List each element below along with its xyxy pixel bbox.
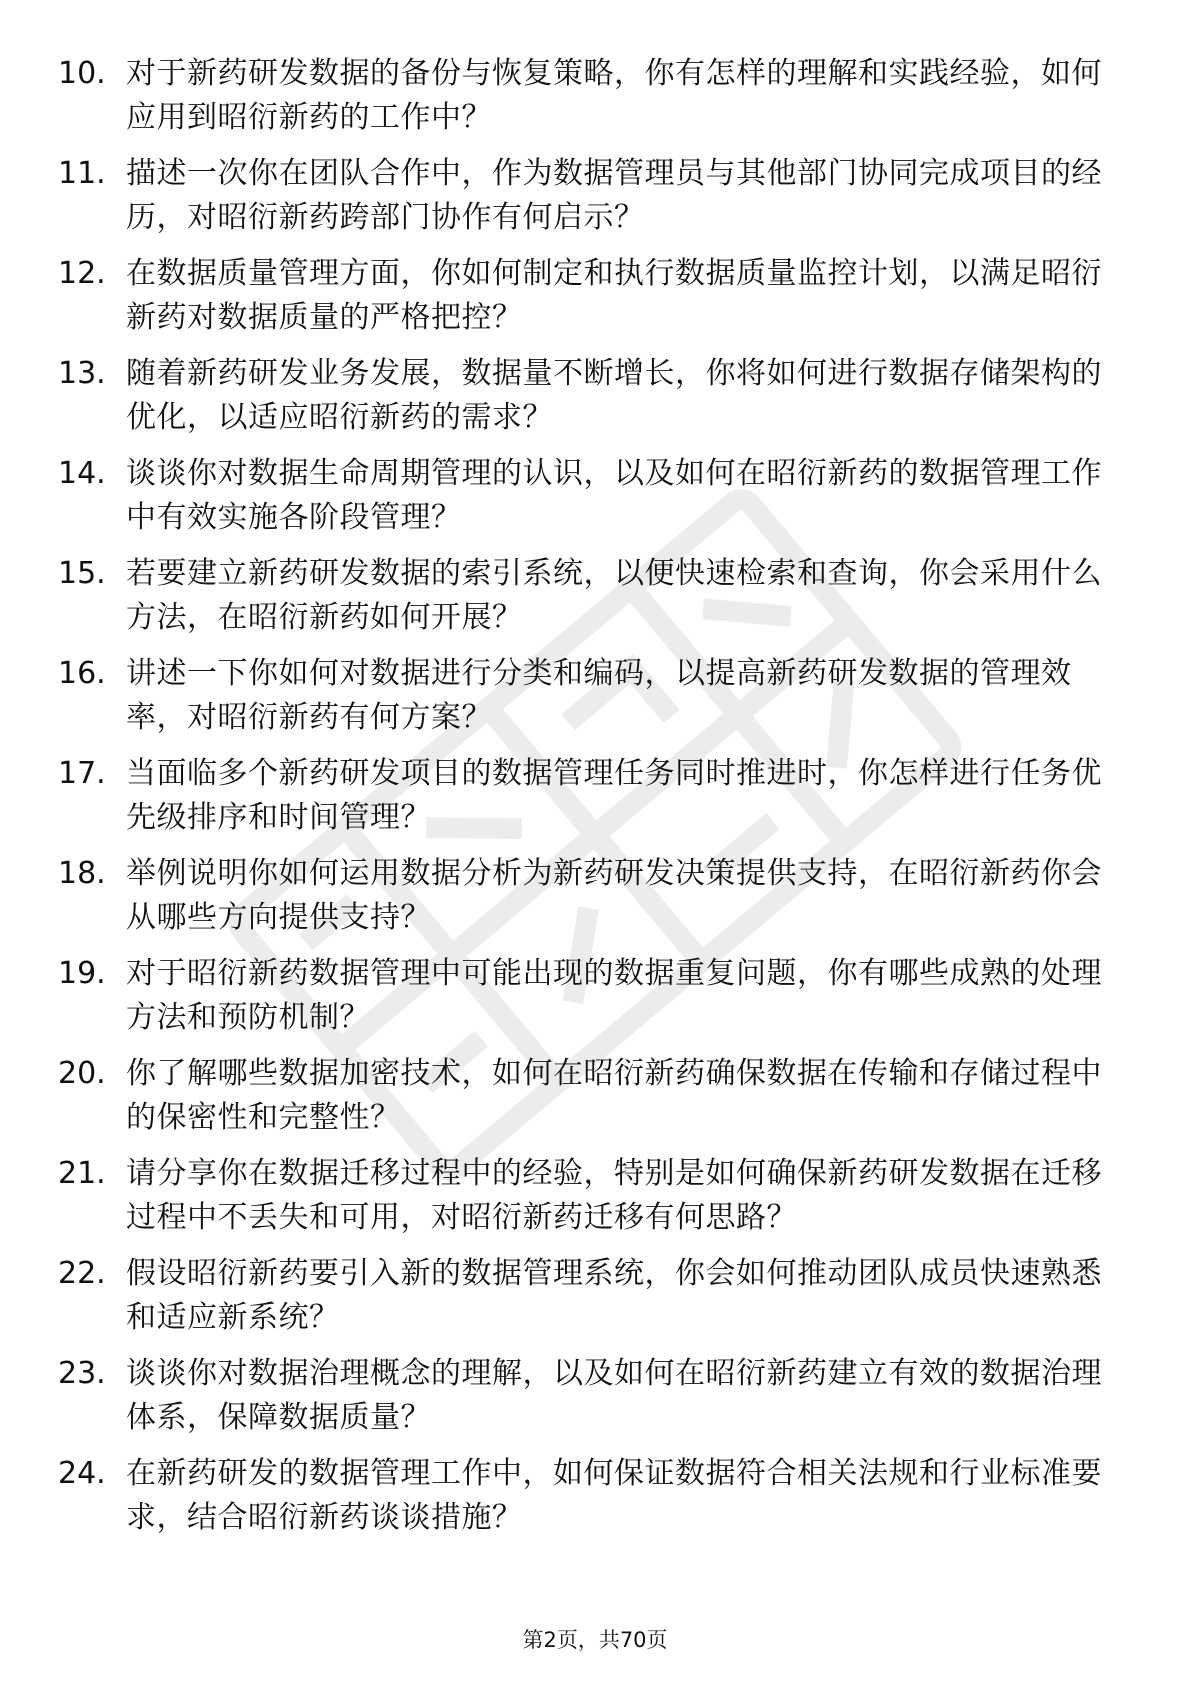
question-number: 13.: [58, 356, 106, 391]
page-footer: [0, 1626, 1190, 1654]
question-number: 24.: [58, 1456, 106, 1491]
question-number: 20.: [58, 1056, 106, 1091]
list-item: [58, 352, 1118, 452]
list-item: [58, 552, 1118, 652]
list-item: [58, 52, 1118, 152]
question-text: 对于昭衍新药数据管理中可能出现的数据重复问题，你有哪些成熟的处理方法和预防机制？: [126, 956, 1102, 1035]
list-item: [58, 152, 1118, 252]
question-text: 假设昭衍新药要引入新的数据管理系统，你会如何推动团队成员快速熟悉和适应新系统？: [126, 1256, 1102, 1335]
list-item: [58, 1152, 1118, 1252]
list-item: [58, 752, 1118, 852]
list-item: [58, 1252, 1118, 1352]
question-number: 14.: [58, 456, 106, 491]
page-number-label: 第2页，共70页: [522, 1628, 668, 1652]
question-number: 15.: [58, 556, 106, 591]
question-text: 谈谈你对数据生命周期管理的认识，以及如何在昭衍新药的数据管理工作中有效实施各阶段管理？: [126, 456, 1102, 535]
question-number: 18.: [58, 856, 106, 891]
list-item: [58, 1452, 1118, 1552]
question-text: 随着新药研发业务发展，数据量不断增长，你将如何进行数据存储架构的优化，以适应昭衍新药的需求？: [126, 356, 1102, 435]
list-item: [58, 1352, 1118, 1452]
question-number: 21.: [58, 1156, 106, 1191]
question-text: 在数据质量管理方面，你如何制定和执行数据质量监控计划，以满足昭衍新药对数据质量的严格把控？: [126, 256, 1102, 335]
list-item: [58, 852, 1118, 952]
question-number: 10.: [58, 56, 106, 91]
question-text: 讲述一下你如何对数据进行分类和编码，以提高新药研发数据的管理效率，对昭衍新药有何方案？: [126, 656, 1072, 735]
list-item: [58, 1052, 1118, 1152]
list-item: [58, 452, 1118, 552]
question-number: 17.: [58, 756, 106, 791]
question-text: 谈谈你对数据治理概念的理解，以及如何在昭衍新药建立有效的数据治理体系，保障数据质量？: [126, 1356, 1102, 1435]
question-text: 在新药研发的数据管理工作中，如何保证数据符合相关法规和行业标准要求，结合昭衍新药谈谈措施？: [126, 1456, 1102, 1535]
question-text: 当面临多个新药研发项目的数据管理任务同时推进时，你怎样进行任务优先级排序和时间管理？: [126, 756, 1102, 835]
question-list: [58, 52, 1118, 1552]
question-number: 12.: [58, 256, 106, 291]
list-item: [58, 252, 1118, 352]
question-text: 举例说明你如何运用数据分析为新药研发决策提供支持，在昭衍新药你会从哪些方向提供支持？: [126, 856, 1102, 935]
question-text: 若要建立新药研发数据的索引系统，以便快速检索和查询，你会采用什么方法，在昭衍新药如何开展？: [126, 556, 1102, 635]
question-text: 请分享你在数据迁移过程中的经验，特别是如何确保新药研发数据在迁移过程中不丢失和可用，对昭衍新药迁移有何思路？: [126, 1156, 1102, 1235]
question-number: 23.: [58, 1356, 106, 1391]
question-text: 描述一次你在团队合作中，作为数据管理员与其他部门协同完成项目的经历，对昭衍新药跨部门协作有何启示？: [126, 156, 1102, 235]
question-number: 22.: [58, 1256, 106, 1291]
list-item: [58, 652, 1118, 752]
question-number: 11.: [58, 156, 106, 191]
question-number: 16.: [58, 656, 106, 691]
question-text: 你了解哪些数据加密技术，如何在昭衍新药确保数据在传输和存储过程中的保密性和完整性？: [126, 1056, 1102, 1135]
question-text: 对于新药研发数据的备份与恢复策略，你有怎样的理解和实践经验，如何应用到昭衍新药的工作中？: [126, 56, 1102, 135]
list-item: [58, 952, 1118, 1052]
question-number: 19.: [58, 956, 106, 991]
